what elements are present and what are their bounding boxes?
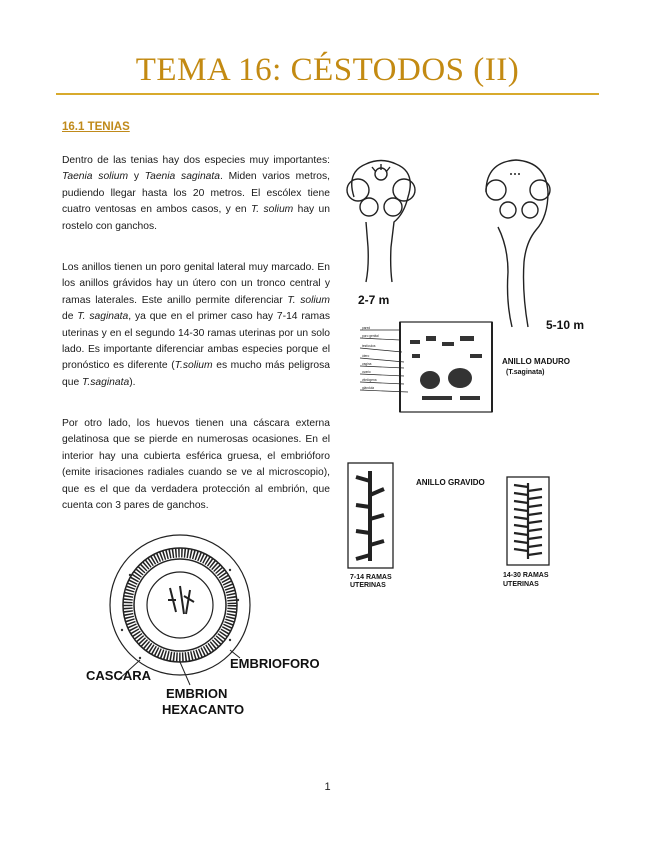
gravid-segment-figure	[340, 455, 595, 605]
gravid-right-line1: 14-30 RAMAS	[503, 572, 549, 579]
gravid-right-line2: UTERINAS	[503, 581, 539, 588]
mature-segment-figure	[360, 318, 595, 418]
scolex-label-right: 5-10 m	[546, 318, 585, 332]
gravid-label: ANILLO GRAVIDO	[416, 478, 485, 487]
gravid-left-line2: UTERINAS	[350, 582, 386, 589]
scolex-label-left: 2-7 m	[358, 293, 390, 307]
page-number: 1	[324, 781, 331, 793]
egg-label-hexacanto: HEXACANTO	[162, 702, 245, 717]
svg-text:testículos: testículos	[362, 344, 376, 348]
page-title: TEMA 16: CÉSTODOS (II)	[135, 52, 520, 88]
svg-text:ovario: ovario	[362, 370, 371, 374]
egg-label-embrion: EMBRION	[166, 686, 228, 701]
svg-text:útero: útero	[362, 354, 370, 358]
svg-text:vagina: vagina	[362, 362, 372, 366]
paragraph-species: Dentro de las tenias hay dos especies muy importantes: Taenia solium y Taenia saginata. Miden varios metros, pudiendo llegar hasta los 20 metros. El escólex tiene cuatro ventosas en ambos casos, y en T. solium hay un rostelo con ganchos.	[62, 155, 331, 232]
svg-text:vitelógena: vitelógena	[362, 378, 377, 382]
mature-label: ANILLO MADURO	[502, 357, 570, 366]
svg-text:glándula: glándula	[362, 386, 375, 390]
gravid-left-line1: 7-14 RAMAS	[350, 574, 392, 581]
paragraph-eggs: Por otro lado, los huevos tienen una cáscara externa gelatinosa que se pierde en numerosas ocasiones. En el interior hay una cubierta esférica gruesa, el embrióforo (emite irisaciones radiales cuando se ve al microscopio), que es el que da verdadera protección al embrión, que cuenta con 3 pares de ganchos.	[62, 418, 330, 512]
scolex-figure	[336, 152, 601, 337]
section-heading: 16.1 TENIAS	[62, 121, 130, 133]
svg-text:pared: pared	[362, 326, 371, 330]
egg-label-cascara: CASCARA	[86, 668, 151, 683]
egg-figure	[80, 530, 330, 720]
svg-text:poro genital: poro genital	[362, 334, 379, 338]
paragraph-segments: Los anillos tienen un poro genital lateral muy marcado. En los anillos grávidos hay un útero con un tronco central y ramas laterales. Este anillo permite diferenciar T. solium de T. saginata, ya que en el primer caso hay 7-14 ramas uterinas y en el segundo 14-30 ramas uterinas por un solo lado. Es importante diferenciar ambas especies porque el pronóstico es diferente (T.solium es mucho más peligrosa que T.saginata).	[62, 262, 330, 388]
mature-sublabel: (T.saginata)	[506, 369, 545, 376]
egg-label-embrioforo: EMBRIOFORO	[230, 656, 320, 671]
title-underline	[56, 93, 599, 95]
